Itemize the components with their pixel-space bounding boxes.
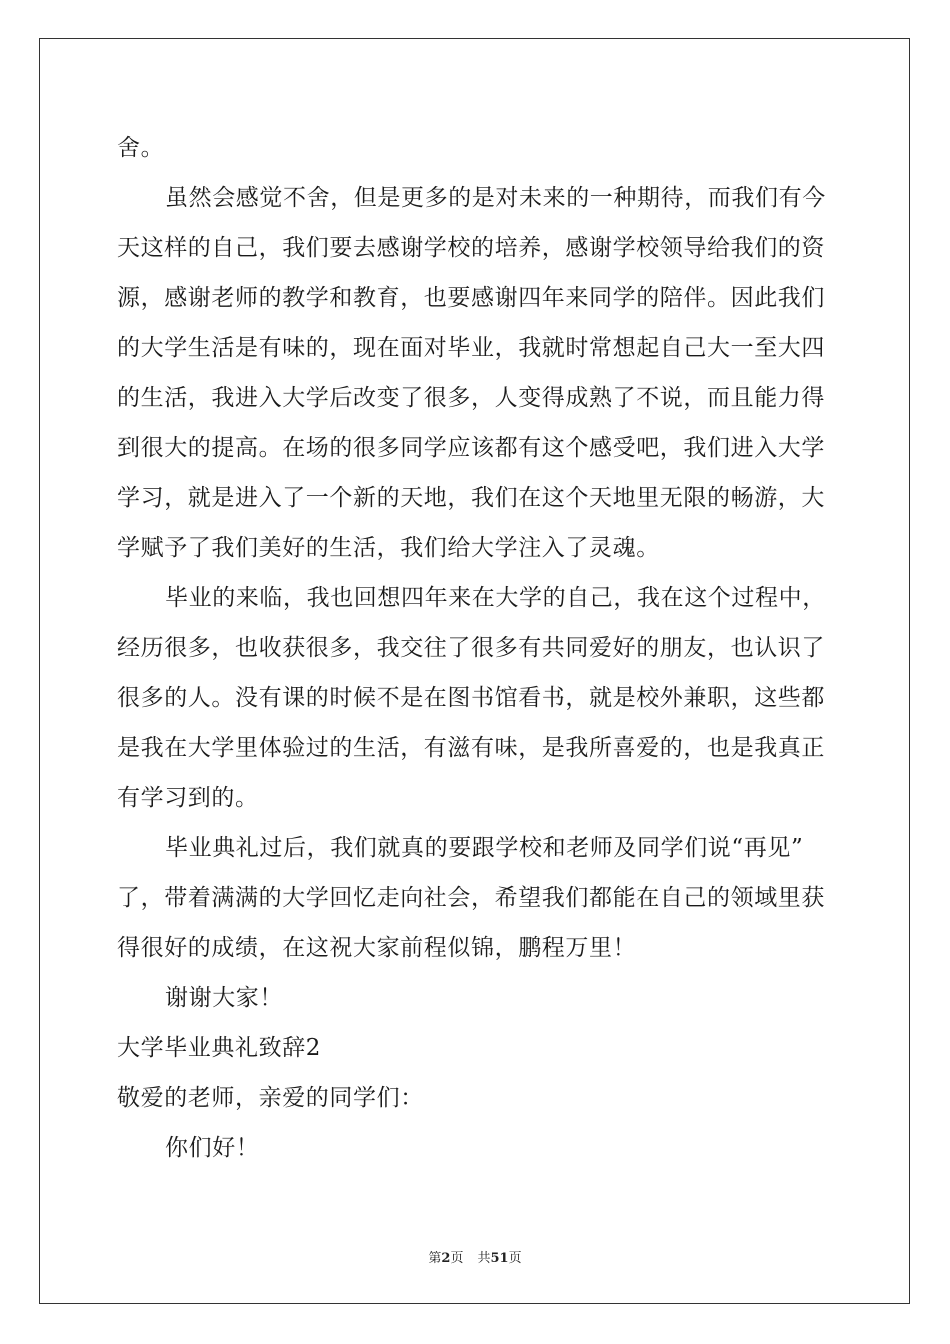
- text-line: 大学毕业典礼致辞2: [117, 1035, 322, 1061]
- text-line: 毕业的来临，我也回想四年来在大学的自己，我在这个过程中，: [165, 585, 826, 611]
- document-body: [117, 123, 833, 1173]
- page-number: 2: [441, 1251, 451, 1266]
- text-line: 了，带着满满的大学回忆走向社会，希望我们都能在自己的领域里获: [117, 885, 825, 911]
- text-line: 舍。: [117, 135, 165, 161]
- text-line: 很多的人。没有课的时候不是在图书馆看书，就是校外兼职，这些都: [117, 685, 825, 711]
- text-line: 毕业典礼过后，我们就真的要跟学校和老师及同学们说“再见”: [165, 835, 804, 861]
- text-line: 得很好的成绩，在这祝大家前程似锦，鹏程万里！: [117, 935, 637, 961]
- page-suffix: 页: [450, 1251, 464, 1266]
- text-line: 的生活，我进入大学后改变了很多，人变得成熟了不说，而且能力得: [117, 385, 825, 411]
- text-line: 虽然会感觉不舍，但是更多的是对未来的一种期待，而我们有今: [165, 185, 826, 211]
- page-prefix: 第: [428, 1251, 442, 1266]
- text-line: 源，感谢老师的教学和教育，也要感谢四年来同学的陪伴。因此我们: [117, 285, 825, 311]
- total-suffix: 页: [508, 1251, 522, 1266]
- text-line: 的大学生活是有味的，现在面对毕业，我就时常想起自己大一至大四: [117, 335, 825, 361]
- text-line: 到很大的提高。在场的很多同学应该都有这个感受吧，我们进入大学: [117, 435, 825, 461]
- text-line: 是我在大学里体验过的生活，有滋有味，是我所喜爱的，也是我真正: [117, 735, 825, 761]
- total-prefix: 共: [477, 1251, 491, 1266]
- text-line: 学习，就是进入了一个新的天地，我们在这个天地里无限的畅游，大: [117, 485, 825, 511]
- total-pages: 51: [490, 1251, 509, 1266]
- text-line: 经历很多，也收获很多，我交往了很多有共同爱好的朋友，也认识了: [117, 635, 825, 661]
- text-line: 天这样的自己，我们要去感谢学校的培养，感谢学校领导给我们的资: [117, 235, 825, 261]
- text-line: 学赋予了我们美好的生活，我们给大学注入了灵魂。: [117, 535, 660, 561]
- text-line: 有学习到的。: [117, 785, 259, 811]
- text-line: 你们好！: [165, 1135, 260, 1161]
- text-line: 谢谢大家！: [165, 985, 283, 1011]
- text-line: 敬爱的老师，亲爱的同学们：: [117, 1085, 424, 1111]
- page-footer: [0, 1247, 950, 1266]
